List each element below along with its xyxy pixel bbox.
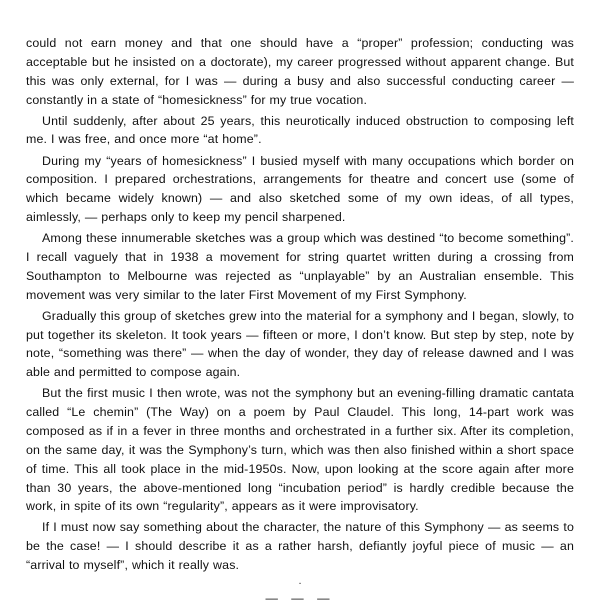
paragraph: During my “years of homesickness” I busied myself with many occupations which border on composition. I prepared orchestrations, arrangements for theatre and concert use (some of which became widely known) — and also sketched some of my own ideas, of all types, aimlessly, — perhaps only to keep my pencil sharpened. bbox=[26, 153, 574, 225]
paragraph: Gradually this group of sketches grew into the material for a symphony and I began, slowly, to put together its skeleton. It took years — fifteen or more, I don’t know. But step by step, note by note, “something was there” — when the day of wonder, they day of release dawned and I was able and permitted to compose again. bbox=[26, 308, 574, 380]
paragraph: could not earn money and that one should have a “proper” profession; conducting was acceptable but he insisted on a doctorate), my career progressed without apparent change. But this was only external, for I was — during a busy and also successful conducting career — constantly in a state of “homesickness” for my true vocation. bbox=[26, 36, 574, 107]
paragraph: Among these innumerable sketches was a group which was destined “to become something”. I recall vaguely that in 1938 a movement for string quartet written during a crossing from Southampton to Melbourne was rejected as “unplayable” by an Australian ensemble. This movement was very similar to the later First Movement of my First Symphony. bbox=[26, 231, 574, 302]
section-divider: — — — bbox=[265, 590, 335, 605]
paragraph: But the first music I then wrote, was not the symphony but an evening-filling dramatic cantata called “Le chemin” (The Way) on a poem by Paul Claudel. This long, 14-part work was composed as if in a fever in three months and orchestrated in a further six. After its completion, on the same day, it was the Symphony’s turn, which was then also finished within a short space of time. This all took place in the mid-1950s. Now, upon looking at the score again after more than 30 years, the above-mentioned long “incubation period” is hardly credible because the work, in spite of its own “regularity”, appears as it were improvisatory. bbox=[26, 386, 574, 514]
page-footer-mark: . bbox=[298, 575, 302, 587]
paragraph: If I must now say something about the character, the nature of this Symphony — as seems to be the case! — I should describe it as a rather harsh, defiantly joyful piece of music — an “arrival to myself”, which it really was. bbox=[26, 520, 574, 573]
paragraph: Until suddenly, after about 25 years, this neurotically induced obstruction to composing left me. I was free, and once more “at home”. bbox=[26, 113, 574, 147]
